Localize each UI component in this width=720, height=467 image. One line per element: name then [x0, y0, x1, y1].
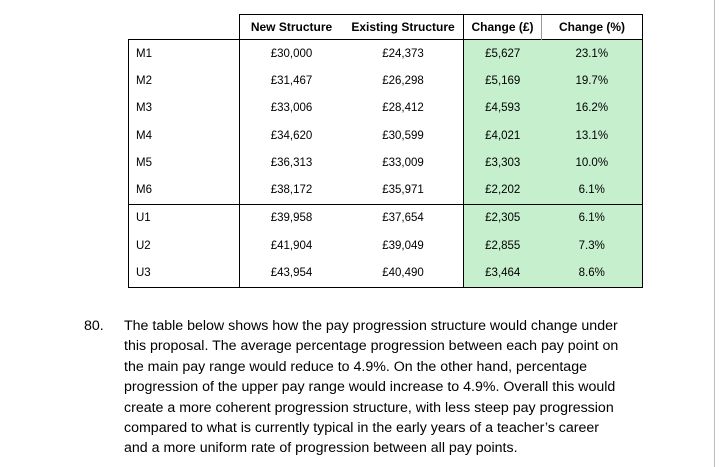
new-structure-value: £34,620	[240, 122, 344, 149]
pay-structure-table	[128, 14, 643, 288]
table-row	[129, 232, 643, 259]
new-structure-value: £41,904	[240, 232, 344, 259]
paragraph-line: this proposal. The average percentage progression between each pay point on	[124, 338, 619, 355]
table-row	[129, 95, 643, 122]
change-gbp-value: £3,464	[464, 259, 542, 287]
change-pct-value: 6.1%	[542, 176, 643, 204]
change-gbp-value: £4,593	[464, 95, 542, 122]
change-pct-value: 7.3%	[542, 232, 643, 259]
header-change-pct: Change (%)	[542, 15, 643, 40]
change-pct-value: 10.0%	[542, 149, 643, 176]
paragraph-text	[124, 316, 674, 459]
table-row	[129, 67, 643, 94]
new-structure-value: £38,172	[240, 176, 344, 204]
new-structure-value: £39,958	[240, 204, 344, 232]
paragraph-line: The table below shows how the pay progression structure would change under	[124, 318, 618, 334]
page-edge-line	[714, 0, 715, 467]
pay-point-label: M5	[129, 149, 240, 176]
existing-structure-value: £39,049	[382, 239, 424, 252]
pay-point-label: U3	[129, 259, 240, 287]
table-header-row	[129, 15, 643, 40]
table-row	[129, 122, 643, 149]
paragraph-line: and a more uniform rate of progression between all pay points.	[124, 440, 518, 457]
pay-point-label: M3	[129, 95, 240, 122]
change-gbp-value: £3,303	[464, 149, 542, 176]
new-structure-value: £43,954	[240, 259, 344, 287]
paragraph-80	[84, 316, 674, 459]
paragraph-line: progression of the upper pay range would increase to 4.9%. Overall this would	[124, 379, 616, 396]
header-change-gbp: Change (£)	[464, 15, 542, 40]
paragraph-line: compared to what is currently typical in the early years of a teacher’s career	[124, 420, 599, 437]
existing-structure-value: £24,373	[343, 40, 464, 68]
change-pct-value: 8.6%	[542, 259, 643, 287]
change-gbp-value: £4,021	[464, 122, 542, 149]
paragraph-line: the main pay range would reduce to 4.9%. On the other hand, percentage	[124, 358, 587, 375]
new-structure-value: £33,006	[240, 95, 344, 122]
change-pct-value: 19.7%	[542, 67, 643, 94]
change-gbp-value: £2,202	[464, 176, 542, 204]
header-blank	[129, 15, 240, 40]
paragraph-number: 80.	[84, 318, 104, 334]
existing-structure-value: £28,412	[382, 102, 424, 115]
existing-structure-value: £26,298	[382, 74, 424, 87]
table-row	[129, 204, 643, 232]
existing-structure-value: £30,599	[382, 129, 424, 142]
new-structure-value: £30,000	[240, 40, 344, 68]
header-new-structure: New Structure	[240, 15, 344, 40]
table-row	[129, 259, 643, 287]
header-existing-structure: Existing Structure	[343, 15, 464, 40]
change-gbp-value: £5,627	[464, 40, 542, 68]
pay-point-label: U1	[129, 204, 240, 232]
table-row	[129, 176, 643, 204]
change-pct-value: 6.1%	[542, 204, 643, 232]
existing-structure-value: £40,490	[343, 259, 464, 287]
change-gbp-value: £5,169	[464, 67, 542, 94]
pay-point-label: M1	[129, 40, 240, 68]
existing-structure-value: £35,971	[343, 176, 464, 204]
pay-point-label: M6	[129, 176, 240, 204]
pay-point-label: M4	[129, 122, 240, 149]
paragraph-line: create a more coherent progression structure, with less steep pay progression	[124, 399, 614, 416]
change-gbp-value: £2,305	[464, 204, 542, 232]
change-pct-value: 13.1%	[542, 122, 643, 149]
change-gbp-value: £2,855	[464, 232, 542, 259]
pay-point-label: M2	[129, 67, 240, 94]
change-pct-value: 16.2%	[542, 95, 643, 122]
change-pct-value: 23.1%	[542, 40, 643, 68]
table-row	[129, 149, 643, 176]
new-structure-value: £31,467	[240, 67, 344, 94]
new-structure-value: £36,313	[240, 149, 344, 176]
existing-structure-value: £33,009	[382, 156, 424, 169]
table-row	[129, 40, 643, 68]
existing-structure-value: £37,654	[382, 212, 424, 225]
pay-point-label: U2	[129, 232, 240, 259]
